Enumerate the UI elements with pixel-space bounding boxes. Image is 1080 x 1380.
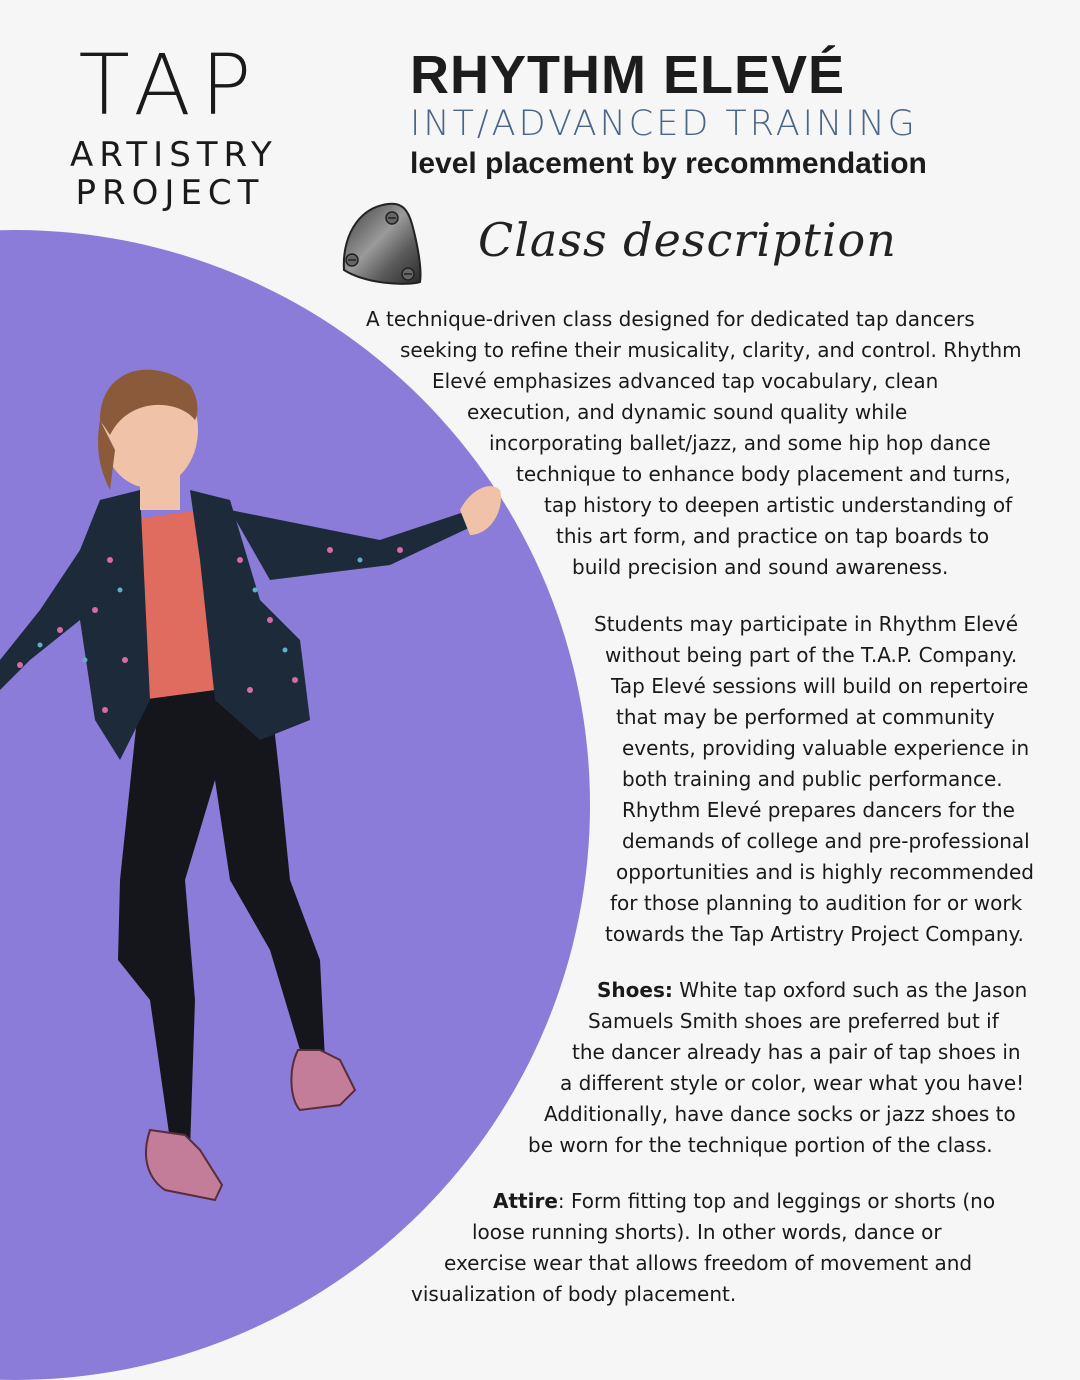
class-description-heading: Class description (478, 213, 897, 267)
shoes-paragraph (0, 975, 1027, 1161)
description-line: technique to enhance body placement and turns, (516, 462, 1011, 486)
participation-line: Students may participate in Rhythm Elevé (594, 612, 1019, 636)
logo-project-text: PROJECT (75, 173, 265, 213)
logo-artistry-text: ARTISTRY (70, 135, 278, 175)
participation-line: opportunities and is highly recommended (616, 860, 1034, 884)
shoes-label: Shoes: (597, 978, 673, 1002)
attire-line: exercise wear that allows freedom of movement and (444, 1251, 973, 1275)
attire-first-line: : Form fitting top and leggings or shorts (no (557, 1189, 996, 1213)
description-line: execution, and dynamic sound quality while (467, 400, 908, 424)
logo-tap-text: TAP (78, 36, 262, 134)
description-line: Elevé emphasizes advanced tap vocabulary, clean (432, 369, 939, 393)
description-line: this art form, and practice on tap boards to (556, 524, 990, 548)
participation-line: both training and public performance. (622, 767, 1003, 791)
attire-line: visualization of body placement. (411, 1282, 737, 1306)
participation-line: for those planning to audition for or work (610, 891, 1023, 915)
shoes-line: Samuels Smith shoes are preferred but if (588, 1009, 999, 1033)
participation-line: Tap Elevé sessions will build on repertoire (611, 674, 1029, 698)
description-line: incorporating ballet/jazz, and some hip hop dance (489, 431, 991, 455)
shoes-first-line: White tap oxford such as the Jason (672, 978, 1028, 1002)
participation-line: Rhythm Elevé prepares dancers for the (622, 798, 1015, 822)
attire-label: Attire (493, 1189, 558, 1213)
class-description-paragraph (0, 304, 1022, 583)
participation-line: demands of college and pre-professional (622, 829, 1030, 853)
attire-line: loose running shorts). In other words, dance or (472, 1220, 942, 1244)
page-title: RHYTHM ELEVÉ (410, 45, 846, 105)
tap-artistry-project-logo (70, 36, 278, 215)
description-line: A technique-driven class designed for dedicated tap dancers (366, 307, 975, 331)
participation-paragraph (0, 609, 1034, 950)
participation-line: events, providing valuable experience in (622, 736, 1030, 760)
description-line: tap history to deepen artistic understanding of (544, 493, 1013, 517)
shoes-line: the dancer already has a pair of tap shoes in (572, 1040, 1021, 1064)
shoes-line: be worn for the technique portion of the class. (528, 1133, 993, 1157)
page-subtitle: INT/ADVANCED TRAINING (410, 104, 918, 144)
placement-note: level placement by recommendation (410, 147, 927, 180)
description-line: seeking to refine their musicality, clarity, and control. Rhythm (400, 338, 1022, 362)
participation-line: towards the Tap Artistry Project Company. (605, 922, 1024, 946)
shoes-line: Additionally, have dance socks or jazz shoes to (544, 1102, 1016, 1126)
participation-line: that may be performed at community (616, 705, 995, 729)
description-line: build precision and sound awareness. (572, 555, 949, 579)
heading-block (410, 46, 1060, 184)
attire-paragraph (0, 1186, 995, 1310)
tap-plate-icon (336, 200, 426, 290)
shoes-line: a different style or color, wear what you have! (560, 1071, 1025, 1095)
participation-line: without being part of the T.A.P. Company. (605, 643, 1018, 667)
